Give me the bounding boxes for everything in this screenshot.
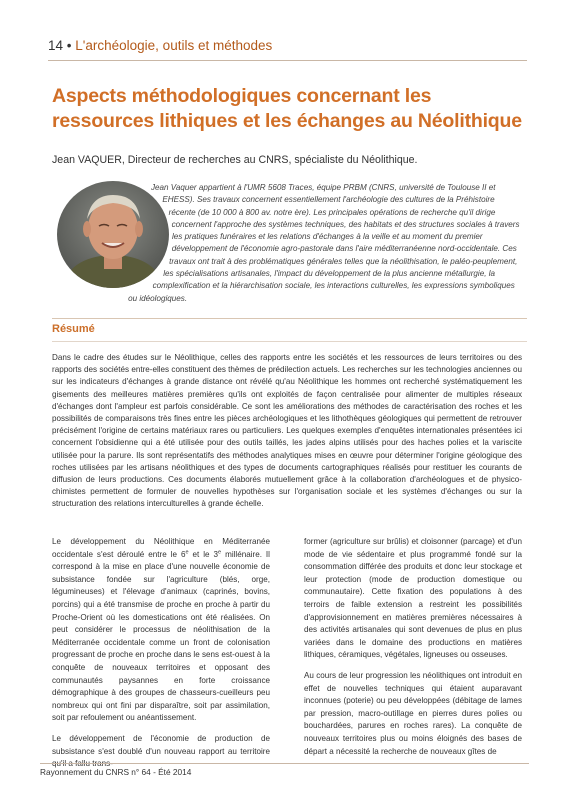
page-footer: Rayonnement du CNRS n° 64 - Été 2014: [40, 767, 192, 777]
resume-text: Dans le cadre des études sur le Néolithique, celles des rapports entre les sociétés et les ressources de leurs territoires ou des rapports des sociétés entre-elles constituent des thèmes de prédilection actuels. Les recherches sur les technologies anciennes ou sur les indicateurs d'échanges à grande distance ont révélé qu'au Néolithique les hommes ont recherché systématiquement les gisements des meilleures matières premières qu'ils ont exploités de façon centralisée pour alimenter de multiples réseaux d'échanges dont l'ampleur est parfois considérable. Ce sont les améliorations des méthodes de caractérisation des roches et les possibilités de comparaisons très fines entre les pièces archéologiques et les lithothèques géologiques qui permettent de retrouver précisément l'origine de certains matériaux rares ou particuliers. Les quelques exemples d'enquêtes internationales présentées ici concernent l'obsidienne qui a été utilisée pour des outils taillés, les jades alpins utilisés pour des haches polies et la variscite utilisée pour la parure. Ils sont représentatifs des méthodes analytiques mises en œuvre pour déterminer l'origine géologique des roches utilisées par les artisans néolithiques et des types de documents cartographiques réalisés pour restituer les courants de diffusion de leurs productions. Ces documents élaborés mutuellement grâce à la collaboration d'archéologues et de physico-chimistes permettent de formuler de nouvelles hypothèses sur l'organisation sociale et les systèmes d'échanges ou sur la structuration des relations interculturelles à grande échelle.: [52, 353, 522, 509]
footer-divider: [40, 763, 529, 764]
page-number: 14: [48, 38, 64, 53]
body-column-left: [52, 536, 270, 779]
section-title: L'archéologie, outils et méthodes: [75, 38, 273, 53]
resume-heading: Résumé: [52, 323, 95, 335]
resume-divider: [52, 341, 527, 342]
author-line: Jean VAQUER, Directeur de recherches au CNRS, spécialiste du Néolithique.: [52, 154, 418, 166]
author-bio-text: Jean Vaquer appartient à l'UMR 5608 Traces, équipe PRBM (CNRS, université de Toulouse II et EHESS). Ses travaux concernent essentiellement l'archéologie des cultures de la Préhistoire récente (de 10 000 à 800 av. notre ère). Les principales opérations de recherche qu'il dirige concernent l'approche des systèmes techniques, des habitats et des structures sociales à travers les pratiques funéraires et les relations d'échanges à la veille et au moment du premier développement de l'économie agro-pastorale dans l'aire méditerranéenne nord-occidentale. Ces travaux ont trait à des problématiques générales telles que la néolithisation, le paléo-peuplement, les spécialisations artisanales, l'impact du développement de la plus ancienne métallurgie, la complexification et la hiérarchisation sociale, les interactions culturelles, les expressions symboliques ou idéologiques.: [128, 183, 520, 303]
body-column-right: [304, 536, 522, 766]
body-paragraph: Le développement du Néolithique en Méditerranée occidentale s'est déroulé entre le 6e et le 3e millénaire. Il correspond à la mise en place d'une nouvelle économie de subsistance fondée sur l'agriculture (blés, orge, légumineuses) et l'élevage d'animaux (caprinés, bovins, porcins) qui a été transmise de proche en proche à partir du Proche-Orient où les domestications ont été réalisées. On peut considérer le processus de néolithisation de la Méditerranée occidentale comme un front de colonisation progressant de proche en proche dans le sens est-ouest à la conquête de nouveaux territoires et opposant des communautés paysannes en forte croissance démographique à des groupes de chasseurs-cueilleurs peu nombreux qui ont fini par disparaître, soit par assimilation, soit par refoulement ou anéantissement.: [52, 537, 270, 723]
body-paragraph: former (agriculture sur brûlis) et cloisonner (parcage) et d'un mode de vie sédentaire et plus programmé fondé sur la consommation différée des produits et donc leur stockage et leur protection (mode de production domestique ou communautaire). Cette fixation des populations à des terroirs de faible extension a restreint les possibilités d'approvisionnement en matières premières nécessaires à des activités artisanales qui sont devenues de plus en plus variées dans le domaine des productions en matières lithiques, céramiques, végétales, ligneuses ou osseuses.: [304, 537, 522, 660]
resume-divider-top: [52, 318, 527, 319]
author-bio: [60, 182, 523, 305]
body-paragraph: Le développement de l'économie de production de subsistance s'est doublé d'un nouveau rapport au territoire: [52, 733, 270, 756]
header-bullet: •: [66, 38, 72, 53]
header-divider: [48, 60, 527, 61]
running-header: [48, 38, 525, 53]
body-paragraph: Au cours de leur progression les néolithiques ont introduit en effet de nouvelles techniques qui étaient auparavant inconnues (poterie) ou peu développées (débitage de lames par pression, macro-outillage en pierres dures polies ou bouchardées, parures en roches rares). La conquête de nouveaux territoires plus ou moins éloignés des bases de départ a nécessité la recherche de nouveaux gîtes de: [304, 670, 522, 756]
article-title: Aspects méthodologiques concernant les ressources lithiques et les échanges au Néolithique: [52, 85, 522, 132]
